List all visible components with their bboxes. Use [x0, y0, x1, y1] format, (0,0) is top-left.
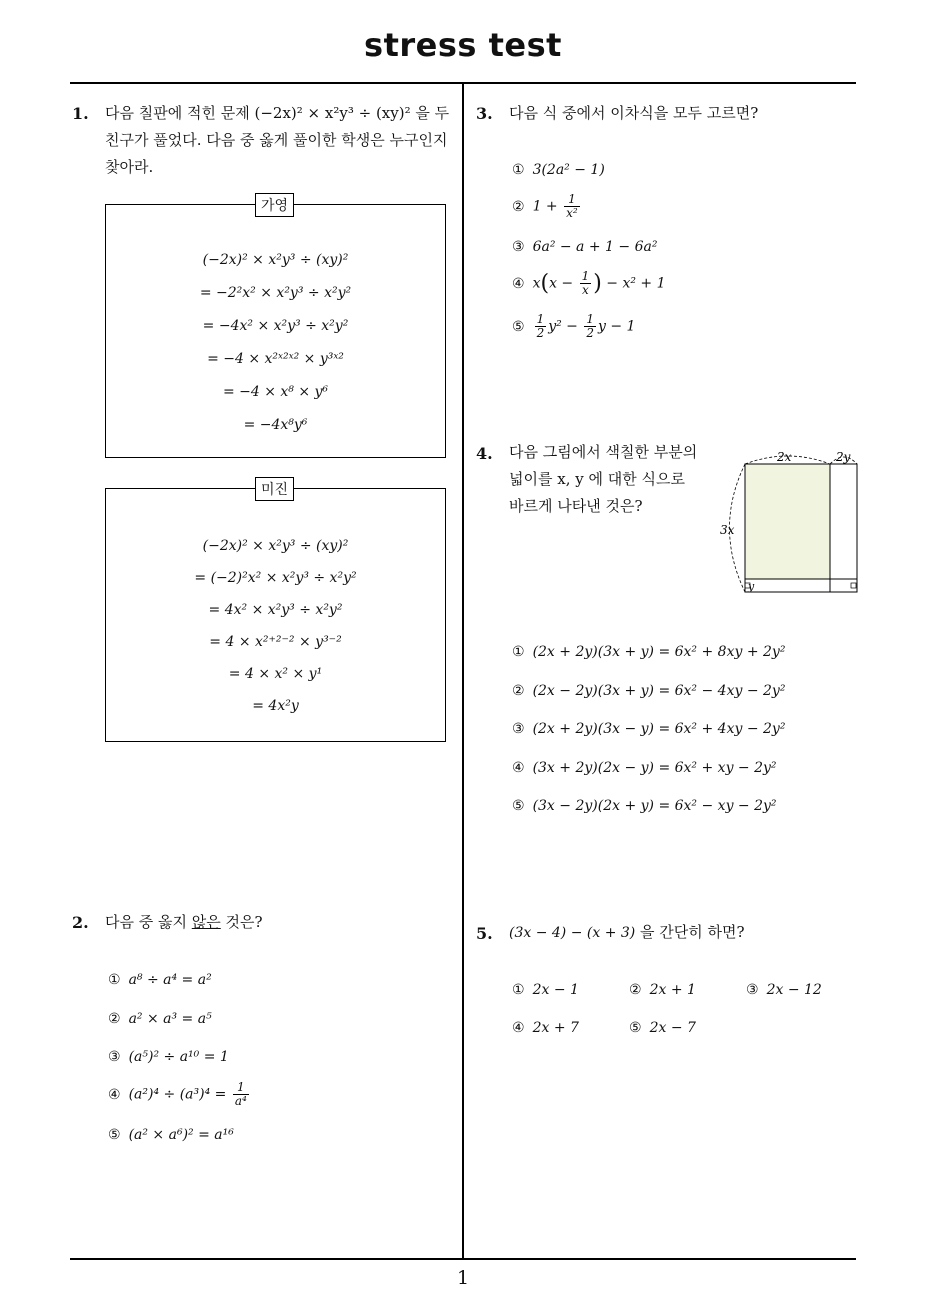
fraction-denominator: 2	[536, 326, 545, 340]
q1-text-line2: 친구가 풀었다. 다음 중 옳게 풀이한 학생은 누구인지	[105, 131, 448, 149]
option-marker: ④	[108, 1086, 121, 1103]
q2-option-text: (a⁵)² ÷ a¹⁰ = 1	[128, 1049, 229, 1065]
q3-option4-fraction	[580, 270, 592, 297]
q5-text	[509, 919, 745, 947]
q2-text-before: 다음 중 옳지	[105, 913, 192, 931]
q1-box2-lines	[105, 538, 446, 730]
q3-option-2[interactable]	[512, 193, 582, 220]
q5-expression: (3x − 4) − (x + 3)	[509, 925, 636, 941]
q2-text	[105, 909, 263, 936]
q1-box1-lines	[105, 252, 446, 450]
option-marker: ④	[512, 275, 525, 292]
label-3x: 3x	[720, 523, 735, 537]
fraction-numerator: 1	[564, 193, 580, 207]
option-marker: ①	[512, 162, 525, 178]
q4-option-1[interactable]	[512, 644, 785, 660]
option-marker: ②	[108, 1011, 121, 1027]
q4-option-3[interactable]	[512, 721, 785, 737]
label-2y: 2y	[836, 450, 851, 464]
q2-text-after: 것은?	[220, 913, 263, 931]
q4-option-4[interactable]	[512, 760, 777, 776]
q3-option5-fraction2	[584, 313, 596, 340]
q5-question: 을 간단히 하면?	[635, 923, 745, 941]
q4-text-line3: 바르게 나타낸 것은?	[509, 497, 643, 515]
q3-option-5[interactable]	[512, 313, 635, 340]
q4-option-text: (2x + 2y)(3x − y) = 6x² + 4xy − 2y²	[532, 721, 786, 737]
q5-option-2[interactable]	[629, 982, 696, 998]
q1-box2-line: = 4 × x² × y¹	[228, 666, 323, 682]
option-marker: ②	[512, 683, 525, 699]
fraction-numerator: 1	[536, 312, 545, 326]
paren-left: (	[540, 271, 550, 296]
q4-text	[509, 439, 709, 520]
q2-option4-fraction	[233, 1081, 249, 1108]
q4-text-line1: 다음 그림에서 색칠한 부분의	[509, 443, 698, 461]
q3-option-text: x	[532, 275, 541, 292]
q4-number: 4.	[476, 444, 493, 463]
q4-option-2[interactable]	[512, 683, 785, 699]
q1-box1-line: (−2x)² × x²y³ ÷ (xy)²	[202, 252, 349, 268]
q1-box1-line: = −4x⁸y⁶	[243, 417, 308, 433]
q3-option5-tail: y − 1	[598, 318, 636, 335]
q4-figure	[714, 444, 864, 604]
q3-option-text: y² −	[548, 318, 583, 335]
q1-box1-line: = −4x² × x²y³ ÷ x²y²	[202, 318, 349, 334]
option-marker: ④	[512, 1020, 525, 1036]
page-number: 1	[456, 1267, 470, 1289]
q1-box2-label: 미진	[255, 477, 294, 501]
q1-text-line3: 찾아라.	[105, 158, 154, 176]
label-y: y	[748, 580, 755, 593]
footer-rule	[70, 1258, 856, 1260]
q1-text-line1: 다음 칠판에 적힌 문제 (−2x)² × x²y³ ÷ (xy)² 을 두	[105, 104, 450, 122]
q1-box2-line: = 4 × x²⁺²⁻² × y³⁻²	[209, 634, 342, 650]
q2-text-underlined: 않은	[191, 913, 221, 931]
q3-text: 다음 식 중에서 이차식을 모두 고르면?	[509, 104, 759, 122]
option-marker: ⑤	[629, 1020, 642, 1036]
fraction-numerator: 1	[586, 312, 594, 326]
q4-option-5[interactable]	[512, 798, 777, 814]
option-marker: ④	[512, 760, 525, 776]
fraction-denominator: a⁴	[234, 1094, 247, 1108]
q3-option-text: 6a² − a + 1 − 6a²	[532, 239, 658, 255]
q2-option-3[interactable]	[108, 1049, 229, 1065]
q3-option-4[interactable]	[512, 270, 666, 297]
fraction-denominator: x	[582, 283, 589, 297]
option-marker: ⑤	[108, 1127, 121, 1143]
q4-option-text: (2x + 2y)(3x + y) = 6x² + 8xy + 2y²	[532, 644, 786, 660]
q4-option-text: (3x + 2y)(2x − y) = 6x² + xy − 2y²	[532, 760, 777, 776]
option-marker: ①	[512, 982, 525, 998]
option-marker: ①	[108, 972, 121, 988]
q1-box2-line: = 4x² × x²y³ ÷ x²y²	[208, 602, 343, 618]
option-marker: ③	[512, 721, 525, 737]
q3-option5-fraction1	[535, 313, 547, 340]
q4-text-line2: 넓이를 x, y 에 대한 식으로	[509, 470, 685, 488]
column-divider	[462, 83, 464, 1259]
q4-option-text: (2x − 2y)(3x + y) = 6x² − 4xy − 2y²	[532, 683, 786, 699]
q5-option-text: 2x − 12	[766, 982, 822, 998]
option-marker: ⑤	[512, 318, 525, 335]
q3-number: 3.	[476, 104, 493, 123]
q5-option-1[interactable]	[512, 982, 579, 998]
option-marker: ②	[629, 982, 642, 998]
q1-box1-label: 가영	[255, 193, 294, 217]
option-marker: ①	[512, 644, 525, 660]
option-marker: ③	[746, 982, 759, 998]
fraction-numerator: 1	[233, 1081, 249, 1095]
paren-right: )	[593, 271, 602, 296]
q3-option-text: 1 +	[532, 198, 563, 215]
q1-text	[105, 100, 457, 181]
q5-option-text: 2x + 7	[532, 1020, 579, 1036]
option-marker: ③	[108, 1049, 121, 1065]
q4-option-text: (3x − 2y)(2x + y) = 6x² − xy − 2y²	[532, 798, 777, 814]
q3-option-3[interactable]	[512, 239, 657, 255]
q3-option4-inner: x −	[549, 275, 578, 292]
q1-number: 1.	[72, 104, 89, 123]
q3-option-1[interactable]	[512, 162, 605, 178]
q2-number: 2.	[72, 913, 89, 932]
q1-box1-line: = −4 × x²ˣ²ˣ² × y³ˣ²	[207, 351, 344, 367]
option-marker: ⑤	[512, 798, 525, 814]
q1-box2-line: = 4x²y	[252, 698, 299, 714]
q2-option-1[interactable]	[108, 972, 212, 988]
q5-option-text: 2x − 7	[649, 1020, 696, 1036]
q5-option-3[interactable]	[746, 982, 822, 998]
q1-box2-line: = (−2)²x² × x²y³ ÷ x²y²	[194, 570, 357, 586]
q5-option-text: 2x + 1	[649, 982, 696, 998]
q5-number: 5.	[476, 924, 493, 943]
right-angle-mark	[851, 583, 856, 588]
q5-option-4[interactable]	[512, 1020, 579, 1036]
q2-option-5[interactable]	[108, 1127, 234, 1143]
q1-box2-line: (−2x)² × x²y³ ÷ (xy)²	[202, 538, 349, 554]
q2-option-4[interactable]	[108, 1081, 251, 1108]
fraction-denominator: x²	[566, 206, 578, 220]
shaded-region	[745, 464, 830, 579]
q1-box1-line: = −4 × x⁸ × y⁶	[222, 384, 329, 400]
q2-option-text: (a²)⁴ ÷ (a³)⁴ =	[128, 1086, 231, 1103]
q3-option4-tail: − x² + 1	[601, 275, 666, 292]
q2-option-text: a⁸ ÷ a⁴ = a²	[128, 972, 212, 988]
q1-box1-line: = −2²x² × x²y³ ÷ x²y²	[199, 285, 352, 301]
option-marker: ②	[512, 198, 525, 215]
q2-option-text: a² × a³ = a⁵	[128, 1011, 212, 1027]
q3-option2-fraction	[564, 193, 580, 220]
page-title: stress test	[364, 26, 562, 64]
label-2x: 2x	[777, 450, 792, 464]
q3-option-text: 3(2a² − 1)	[532, 162, 605, 178]
q5-option-5[interactable]	[629, 1020, 696, 1036]
option-marker: ③	[512, 239, 525, 255]
q2-option-text: (a² × a⁶)² = a¹⁶	[128, 1127, 234, 1143]
fraction-numerator: 1	[581, 269, 590, 283]
fraction-denominator: 2	[586, 326, 594, 340]
q5-option-text: 2x − 1	[532, 982, 579, 998]
q2-option-2[interactable]	[108, 1011, 212, 1027]
